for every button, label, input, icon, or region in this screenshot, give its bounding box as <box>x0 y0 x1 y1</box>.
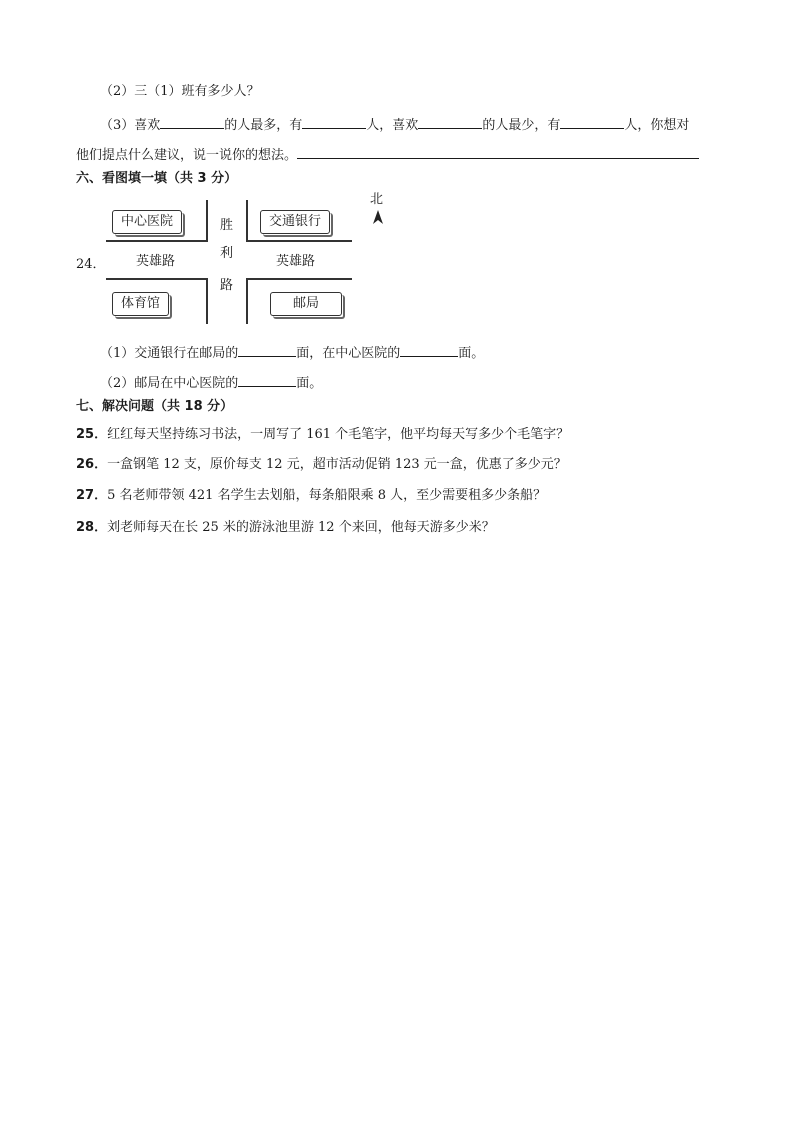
question-number: 25． <box>76 427 108 442</box>
bank-label: 交通银行 <box>260 210 330 234</box>
q23-part3-text-f: 他们提点什么建议，说一说你的想法。 <box>76 148 298 163</box>
question-text: 红红每天坚持练习书法，一周写了 161 个毛笔字，他平均每天写多少个毛笔字？ <box>107 427 570 442</box>
direction-map <box>100 192 390 328</box>
road-name-right: 英雄路 <box>276 254 316 269</box>
question-text: 刘老师每天在长 25 米的游泳池里游 12 个来回，他每天游多少米？ <box>107 520 495 535</box>
road-line <box>246 200 248 242</box>
q23-part3-text-e: 人，你想对 <box>624 118 690 133</box>
road-line <box>246 240 352 242</box>
north-arrow-icon <box>372 210 384 224</box>
question-text: 5 名老师带领 421 名学生去划船，每条船限乘 8 人，至少需要租多少条船？ <box>107 488 547 503</box>
question-number: 27． <box>76 488 108 503</box>
question-26 <box>76 456 567 474</box>
question-number: 28． <box>76 520 108 535</box>
road-line <box>206 278 208 324</box>
q24-number: 24． <box>76 257 106 272</box>
q24-part1-text-b: 面，在中心医院的 <box>296 346 401 361</box>
q23-part3-text-b: 的人最多，有 <box>224 118 303 133</box>
question-25 <box>76 426 569 444</box>
section-six-title: 六、看图填一填（共 3 分） <box>76 171 238 186</box>
question-text: 一盒钢笔 12 支，原价每支 12 元，超市活动促销 123 元一盒，优惠了多少元？ <box>107 457 567 472</box>
q23-part3-text-c: 人，喜欢 <box>366 118 419 133</box>
road-line <box>246 278 352 280</box>
gym-label: 体育馆 <box>112 292 169 316</box>
question-27 <box>76 487 546 505</box>
road-name-vertical-2: 利 <box>220 246 234 261</box>
answer-blank[interactable] <box>160 114 224 129</box>
question-28 <box>76 519 495 537</box>
q24-part1 <box>100 342 484 363</box>
road-name-vertical-1: 胜 <box>220 218 234 233</box>
road-line <box>106 240 208 242</box>
road-line <box>246 278 248 324</box>
hospital-label: 中心医院 <box>112 210 182 234</box>
q24-part2-text-b: 面。 <box>296 376 323 391</box>
road-line <box>106 278 208 280</box>
q24-part1-text-c: 面。 <box>458 346 485 361</box>
road-name-vertical-3: 路 <box>220 278 234 293</box>
road-name-left: 英雄路 <box>136 254 176 269</box>
answer-blank[interactable] <box>418 114 482 129</box>
post-office-label: 邮局 <box>270 292 342 316</box>
q24-part1-text-a: （1）交通银行在邮局的 <box>100 346 239 361</box>
road-line <box>206 200 208 242</box>
question-number: 26． <box>76 457 108 472</box>
q23-part2 <box>100 83 260 101</box>
q23-part2-text: （2）三（1）班有多少人？ <box>100 84 260 99</box>
q23-part3-cont <box>76 144 699 165</box>
answer-blank[interactable] <box>302 114 366 129</box>
north-label: 北 <box>370 192 384 207</box>
q24-part2 <box>100 372 322 393</box>
q23-part3-text-a: （3）喜欢 <box>100 118 161 133</box>
section-seven-title: 七、解决问题（共 18 分） <box>76 399 234 414</box>
answer-blank[interactable] <box>238 372 296 387</box>
q24-part2-text-a: （2）邮局在中心医院的 <box>100 376 239 391</box>
answer-blank[interactable] <box>400 342 458 357</box>
answer-blank[interactable] <box>560 114 624 129</box>
answer-blank[interactable] <box>238 342 296 357</box>
answer-blank-long[interactable] <box>297 144 699 159</box>
q23-part3-text-d: 的人最少，有 <box>482 118 561 133</box>
q23-part3 <box>100 114 689 135</box>
